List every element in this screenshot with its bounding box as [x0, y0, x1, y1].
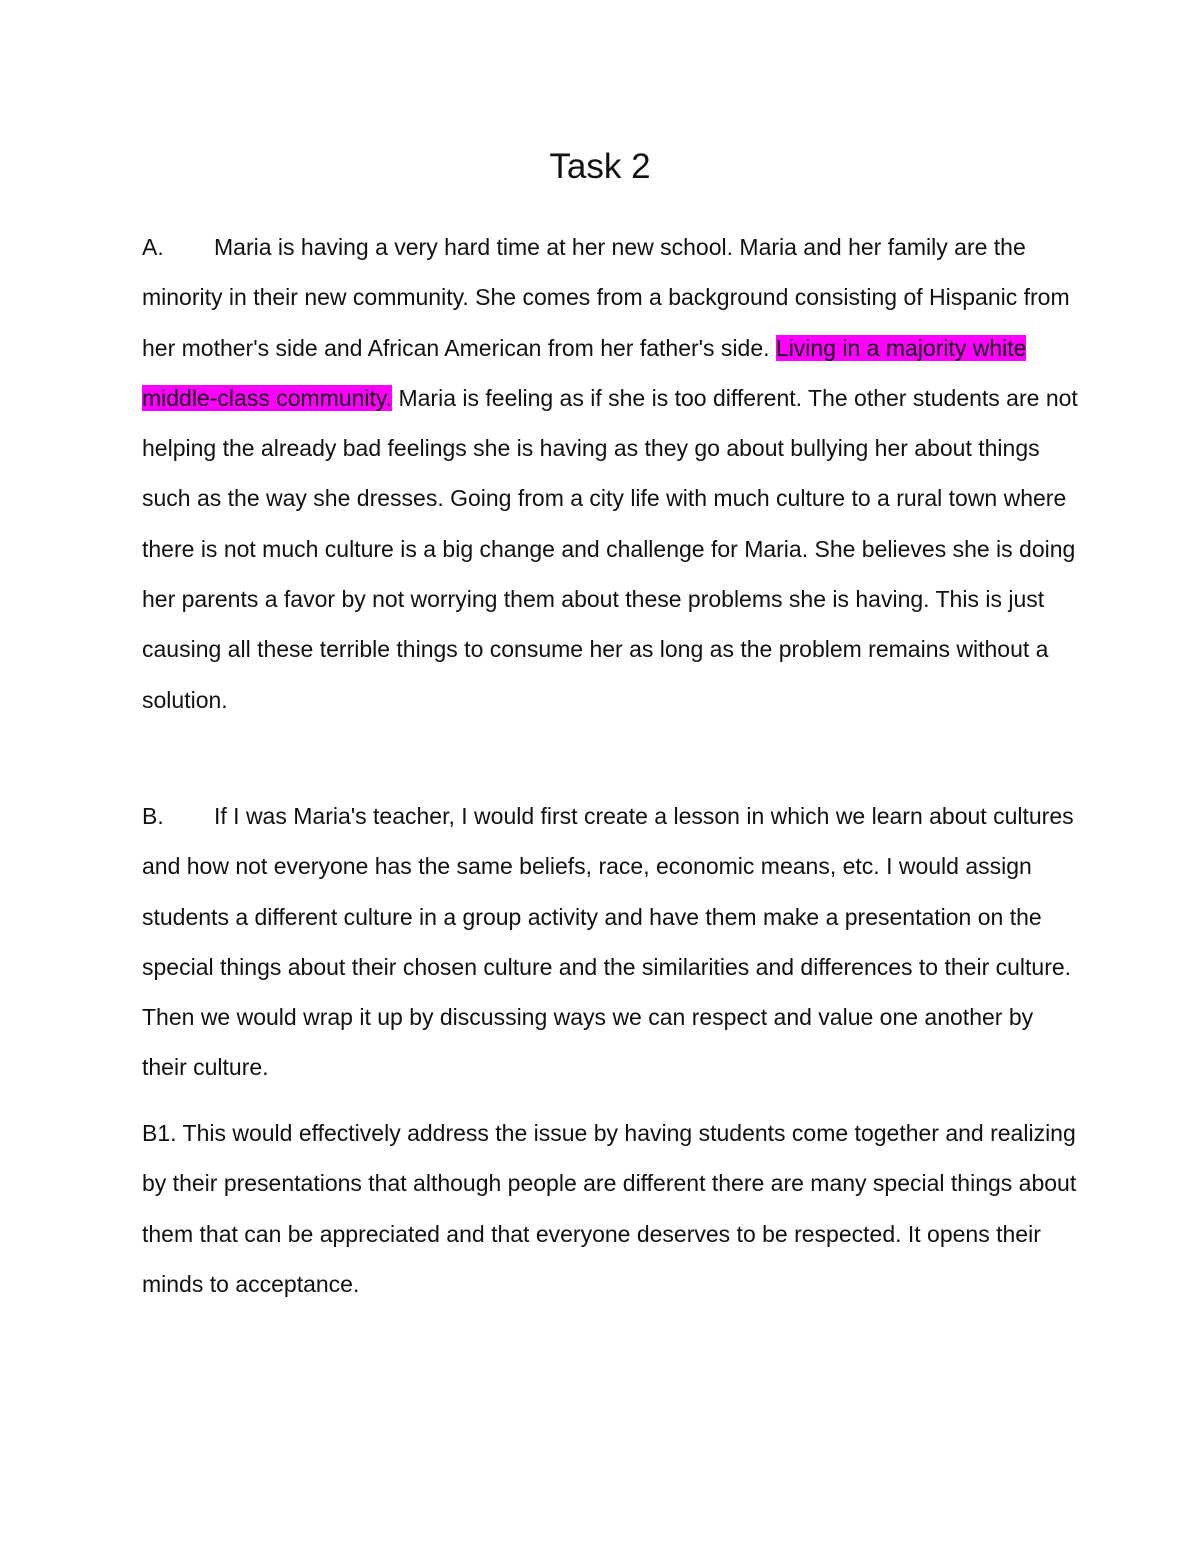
section-b1-text: This would effectively address the issue by having students come together and realizing by their presentations that although people are different there are many special things about them that can be appreciated and that everyone deserves to be respected. It opens their minds to acceptance.	[142, 1120, 1077, 1297]
document-title: Task 2	[549, 147, 651, 186]
section-a-text-after: Maria is feeling as if she is too different. The other students are not helping the already bad feelings she is having as they go about bullying her about things such as the way she dresses. Going from a city life with much culture to a rural town where there is not much culture is a big change and challenge for Maria. She believes she is doing her parents a favor by not worrying them about these problems she is having. This is just causing all these terrible things to consume her as long as the problem remains without a solution.	[142, 384, 1078, 713]
section-b1-label: B1.	[142, 1120, 177, 1146]
section-b-paragraph	[142, 791, 1082, 1093]
section-b-text: If I was Maria's teacher, I would first create a lesson in which we learn about cultures and how not everyone has the same beliefs, race, economic means, etc. I would assign students a different culture in a group activity and have them make a presentation on the special things about their chosen culture and the similarities and differences to their culture. Then we would wrap it up by discussing ways we can respect and value one another by their culture.	[142, 803, 1074, 1081]
section-a-paragraph	[142, 222, 1082, 725]
section-b-label: B.	[142, 803, 164, 829]
section-a-label: A.	[142, 234, 164, 260]
section-b1-paragraph	[142, 1108, 1082, 1309]
section-a-text-before: Maria is having a very hard time at her new school. Maria and her family are the minority in their new community. She comes from a background consisting of Hispanic from her mother's side and African American from her father's side.	[142, 234, 1070, 361]
highlighted-text: Living in a majority white middle-class community.	[142, 334, 1027, 411]
